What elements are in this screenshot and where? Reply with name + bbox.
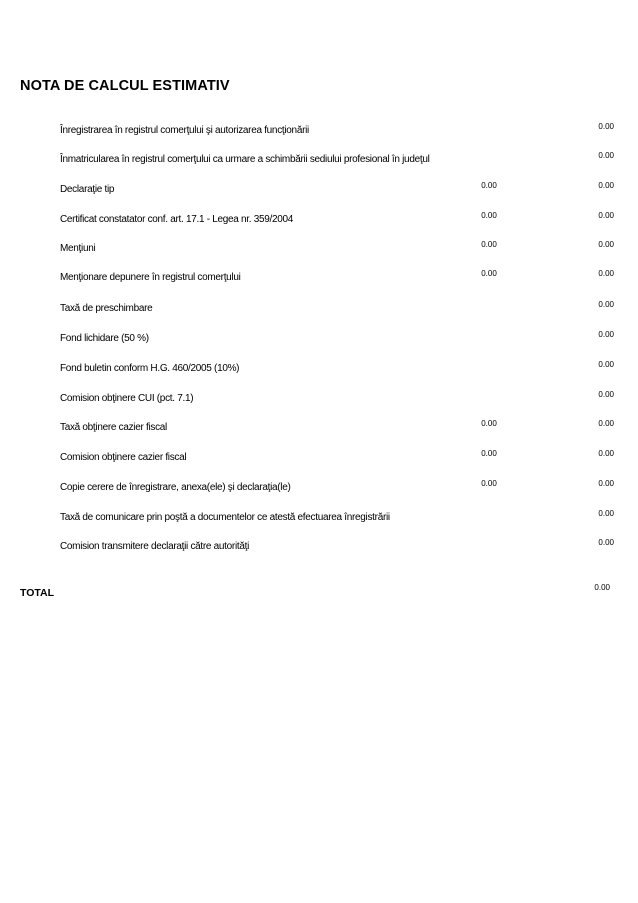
fee-value-total: 0.00 xyxy=(598,538,614,547)
fee-value-total: 0.00 xyxy=(598,419,614,428)
list-item xyxy=(0,419,638,438)
fee-value-total: 0.00 xyxy=(598,269,614,278)
fee-label: Comision obţinere CUI (pct. 7.1) xyxy=(60,393,194,404)
list-item xyxy=(0,151,638,170)
fee-label: Copie cerere de înregistrare, anexa(ele) şi declaraţia(le) xyxy=(60,482,291,493)
fee-value-total: 0.00 xyxy=(598,181,614,190)
list-item xyxy=(0,211,638,230)
list-item xyxy=(0,449,638,468)
fee-label: Taxă de preschimbare xyxy=(60,303,153,314)
list-item xyxy=(0,509,638,528)
fee-value-primary: 0.00 xyxy=(481,211,497,220)
fee-value-primary: 0.00 xyxy=(481,479,497,488)
fee-value-total: 0.00 xyxy=(598,151,614,160)
list-item xyxy=(0,122,638,141)
fee-value-total: 0.00 xyxy=(598,449,614,458)
fee-value-total: 0.00 xyxy=(598,240,614,249)
total-value: 0.00 xyxy=(594,583,610,592)
fee-value-primary: 0.00 xyxy=(481,269,497,278)
fee-label: Fond lichidare (50 %) xyxy=(60,333,149,344)
list-item xyxy=(0,181,638,200)
fee-value-total: 0.00 xyxy=(598,509,614,518)
total-label: TOTAL xyxy=(20,587,55,599)
list-item xyxy=(0,390,638,409)
fee-label: Taxă de comunicare prin poştă a documentelor ce atestă efectuarea înregistrării xyxy=(60,512,390,523)
list-item xyxy=(0,479,638,498)
fee-value-total: 0.00 xyxy=(598,330,614,339)
fee-value-total: 0.00 xyxy=(598,390,614,399)
fee-value-total: 0.00 xyxy=(598,300,614,309)
list-item xyxy=(0,330,638,349)
list-item xyxy=(0,300,638,319)
fee-value-primary: 0.00 xyxy=(481,449,497,458)
fee-label: Declaraţie tip xyxy=(60,184,115,195)
fee-value-total: 0.00 xyxy=(598,122,614,131)
fee-value-total: 0.00 xyxy=(598,360,614,369)
fee-label: Certificat constatator conf. art. 17.1 - Legea nr. 359/2004 xyxy=(60,214,294,225)
fee-value-primary: 0.00 xyxy=(481,240,497,249)
fee-label: Înmatricularea în registrul comerţului ca urmare a schimbării sediului profesional în judeţul xyxy=(60,154,430,165)
fee-value-primary: 0.00 xyxy=(481,181,497,190)
fee-label: Înregistrarea în registrul comerţului şi autorizarea funcţionării xyxy=(60,125,309,136)
list-item xyxy=(0,360,638,379)
fee-label: Comision transmitere declaraţii către autorităţi xyxy=(60,541,250,552)
fee-label: Comision obţinere cazier fiscal xyxy=(60,452,187,463)
page-title: NOTA DE CALCUL ESTIMATIV xyxy=(20,78,230,94)
list-item xyxy=(0,240,638,259)
fee-value-primary: 0.00 xyxy=(481,419,497,428)
fee-label: Fond buletin conform H.G. 460/2005 (10%) xyxy=(60,363,240,374)
fee-value-total: 0.00 xyxy=(598,479,614,488)
fee-value-total: 0.00 xyxy=(598,211,614,220)
fee-label: Menţiuni xyxy=(60,243,96,254)
fee-label: Taxă obţinere cazier fiscal xyxy=(60,422,167,433)
fee-label: Menţionare depunere în registrul comerţului xyxy=(60,272,241,283)
list-item xyxy=(0,538,638,557)
list-item xyxy=(0,269,638,288)
